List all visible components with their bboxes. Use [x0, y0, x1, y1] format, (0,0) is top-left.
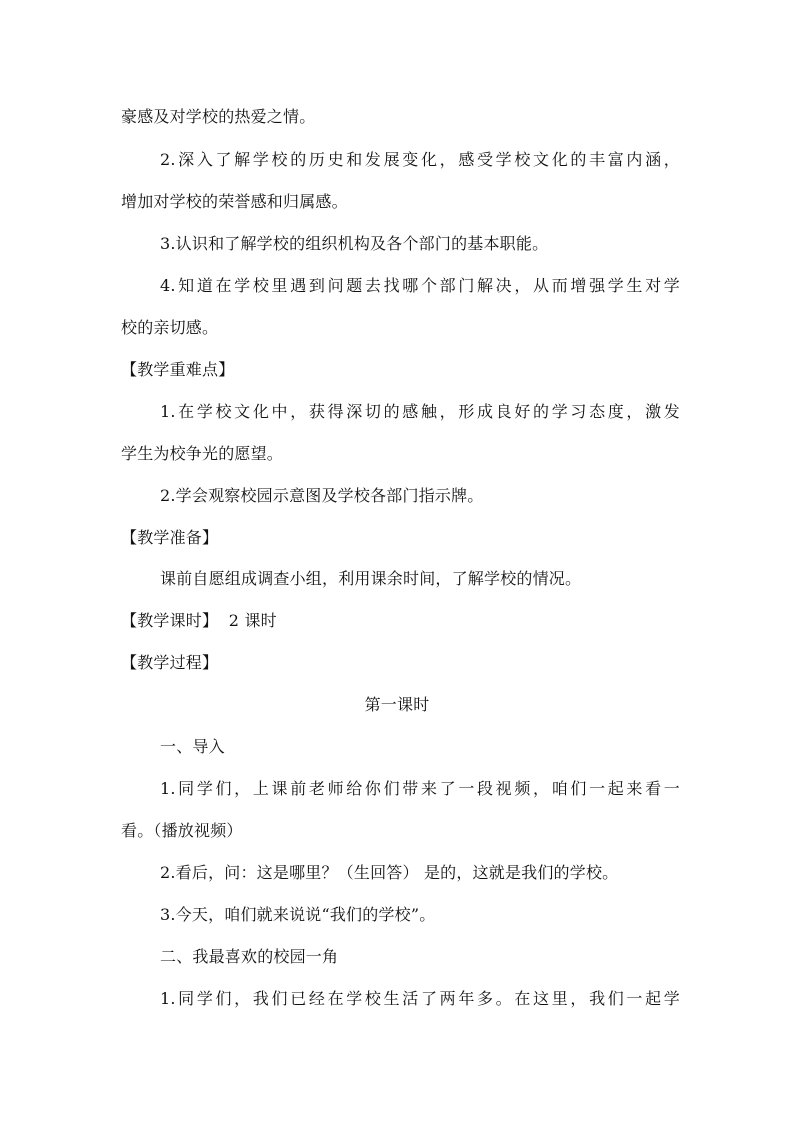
paragraph-line: 2.学会观察校园示意图及学校各部门指示牌。 [160, 486, 484, 505]
subsection-heading: 一、导入 [160, 737, 225, 756]
paragraph-line: 增加对学校的荣誉感和归属感。 [121, 192, 348, 211]
paragraph-line: 3.今天，咱们就来说说“我们的学校”。 [160, 905, 436, 924]
section-heading: 【教学准备】 [121, 528, 219, 547]
section-heading: 【教学重难点】 [121, 360, 235, 379]
lesson-title: 第一课时 [364, 695, 430, 714]
paragraph-line: 豪感及对学校的热爱之情。 [121, 107, 316, 126]
paragraph-line: 4.知道在学校里遇到问题去找哪个部门解决，从而增强学生对学 [160, 276, 680, 295]
paragraph-line: 2.深入了解学校的历史和发展变化，感受学校文化的丰富内涵， [160, 150, 680, 169]
paragraph-line: 课前自愿组成调查小组，利用课余时间，了解学校的情况。 [160, 569, 582, 588]
paragraph-line: 看。（播放视频） [121, 821, 243, 840]
section-heading: 【教学过程】 [121, 653, 219, 672]
paragraph-line: 3.认识和了解学校的组织机构及各个部门的基本职能。 [160, 234, 549, 253]
paragraph-line: 学生为校争光的愿望。 [121, 444, 284, 463]
paragraph-line: 1.在学校文化中，获得深切的感触，形成良好的学习态度，激发 [160, 402, 680, 421]
paragraph-line: 1.同学们，我们已经在学校生活了两年多。在这里，我们一起学 [160, 989, 680, 1008]
paragraph-line: 2.看后，问：这是哪里？（生回答） 是的，这就是我们的学校。 [160, 863, 619, 882]
paragraph-line: 校的亲切感。 [121, 318, 219, 337]
section-heading: 【教学课时】 2 课时 [121, 611, 277, 630]
paragraph-line: 1.同学们，上课前老师给你们带来了一段视频，咱们一起来看一 [160, 779, 680, 798]
subsection-heading: 二、我最喜欢的校园一角 [160, 947, 339, 966]
